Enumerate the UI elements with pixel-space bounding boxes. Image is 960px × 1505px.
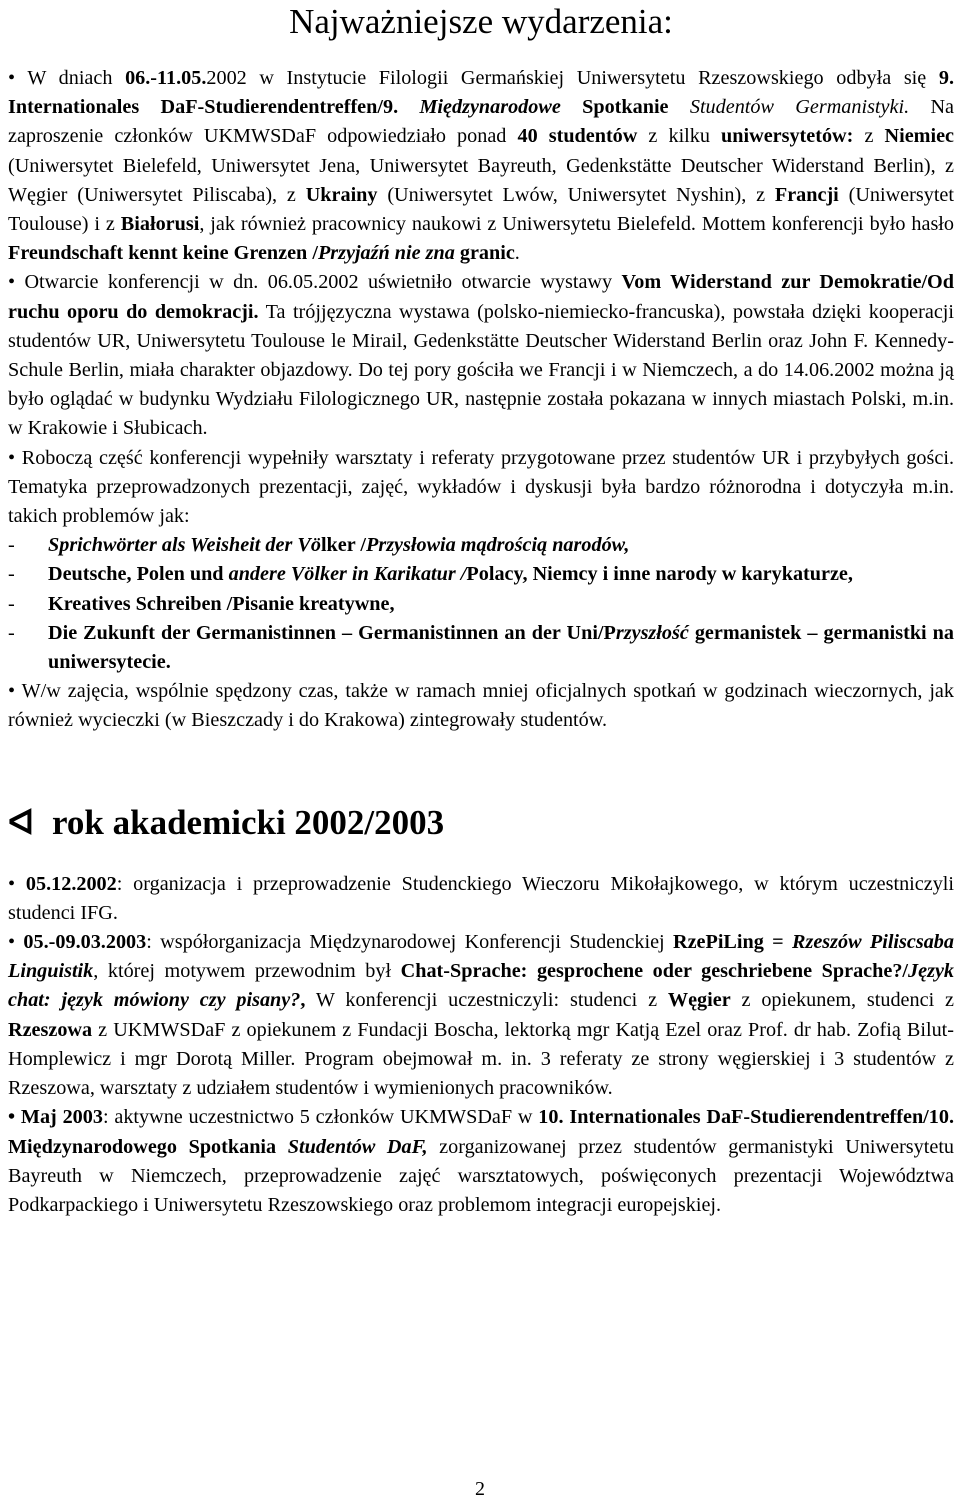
event-paragraph-integration: • W/w zajęcia, wspólnie spędzony czas, także w ramach mniej oficjalnych spotkań w godzinach wieczornych, jak również wycieczki (w Bieszczady i do Krakowa) zintegrowały studentów. <box>8 680 954 732</box>
bullet: • <box>8 872 16 895</box>
bullet: • <box>8 680 16 703</box>
document-page <box>8 0 954 1220</box>
arrow-left-icon: ᐊ <box>8 804 35 842</box>
list-item: - Kreatives Schreiben /Pisanie kreatywne, <box>8 592 395 615</box>
topic-list <box>8 531 954 677</box>
list-item: - Sprichwörter als Weisheit der Völker /Przysłowia mądrością narodów, <box>8 534 630 557</box>
event-paragraph-daf-meeting: • W dniach 06.-11.05.2002 w Instytucie Filologii Germańskiej Uniwersytetu Rzeszowskiego odbyła się 9. Internationales DaF-Studierendentreffen/9. Międzynarodowe Spotkanie Studentów Germanistyki. Na zaproszenie członków UKMWSDaF odpowiedziało ponad 40 studentów z kilku uniwersytetów: z Niemiec (Uniwersytet Bielefeld, Uniwersytet Jena, Uniwersytet Bayreuth, Gedenkstätte Deutscher Widerstand Berlin), z Węgier (Uniwersytet Piliscaba), z Ukrainy (Uniwersytet Lwów, Uniwersytet Nyshin), z Francji (Uniwersytet Toulouse) i z Białorusi, jak również pracownicy naukowi z Uniwersytetu Bielefeld. Mottem konferencji było hasło Freundschaft kennt keine Grenzen /Przyjaźń nie zna granic. <box>8 67 955 265</box>
bullet: • <box>8 67 16 89</box>
event-paragraph-bayreuth: • Maj 2003: aktywne uczestnictwo 5 członków UKMWSDaF w 10. Internationales DaF-Studierendentreffen/10. Międzynarodowego Spotkania Studentów DaF, zorganizowanej przez studentów germanistyki Uniwersytetu Bayreuth w Niemczech, przeprowadzenie zajęć warsztatowych, poświęconych prezentacji Województwa Podkarpackiego i Uniwersytetu Rzeszowskiego oraz problemom integracji europejskiej. <box>8 1106 955 1216</box>
section-heading <box>8 790 954 856</box>
event-paragraph-exhibition: • Otwarcie konferencji w dn. 06.05.2002 uświetniło otwarcie wystawy Vom Widerstand zur Demokratie/Od ruchu oporu do demokracji. Ta trójjęzyczna wystawa (polsko-niemiecko-francuska), powstała dzięki kooperacji studentów UR, Uniwersytetu Toulouse le Mirail, Gedenkstätte Deutscher Widerstand Berlin oraz John F. Kennedy-Schule Berlin, miała charakter objazdowy. Do tej pory gościła we Francji i w Niemczech, a do 14.06.2002 można ją było oglądać w budynku Wydziału Filologicznego UR, następnie została pokazana w innych miastach Polski, m.in. w Krakowie i Słubicach. <box>8 271 955 440</box>
event-paragraph-mikolajki: • 05.12.2002: organizacja i przeprowadzenie Studenckiego Wieczoru Mikołajkowego, w którym uczestniczyli studenci IFG. <box>8 872 955 924</box>
bullet: • <box>8 271 16 294</box>
page-title: Najważniejsze wydarzenia: <box>289 2 673 41</box>
bullet: • <box>8 931 16 954</box>
bullet: • <box>8 1106 16 1129</box>
event-paragraph-workshops: • Roboczą część konferencji wypełniły warsztaty i referaty przygotowane przez studentów UR i przybyłych gości. Tematyka przeprowadzonych prezentacji, zajęć, wykładów i dyskusji była bardzo różnorodna i dotyczyła m.in. takich problemów jak: <box>8 446 954 528</box>
section-heading-text: rok akademicki 2002/2003 <box>52 802 445 842</box>
event-paragraph-rzepiling: • 05.-09.03.2003: współorganizacja Międzynarodowej Konferencji Studenckiej RzePiLing = Rzeszów Piliscsaba Linguistik, której motywem przewodnim był Chat-Sprache: gesprochene oder geschriebene Sprache?/Język chat: język mówiony czy pisany?, W konferencji uczestniczyli: studenci z Węgier z opiekunem, studenci z Rzeszowa z UKMWSDaF z opiekunem z Fundacji Boscha, lektorką mgr Katją Ezel oraz Prof. dr hab. Zofią Bilut-Homplewicz i mgr Dorotą Miller. Program obejmował m. in. 3 referaty ze strony węgierskiej i 3 studentów z Rzeszowa, warsztaty z udziałem studentów i wymienionych pracowników. <box>8 931 954 1100</box>
list-item: - Deutsche, Polen und andere Völker in Karikatur /Polacy, Niemcy i inne narody w karykaturze, <box>8 563 853 586</box>
list-item: - Die Zukunft der Germanistinnen – Germanistinnen an der Uni/Przyszłość germanistek – germanistki na uniwersytecie. <box>8 621 955 674</box>
page-number: 2 <box>475 1478 485 1500</box>
bullet: • <box>8 446 16 469</box>
